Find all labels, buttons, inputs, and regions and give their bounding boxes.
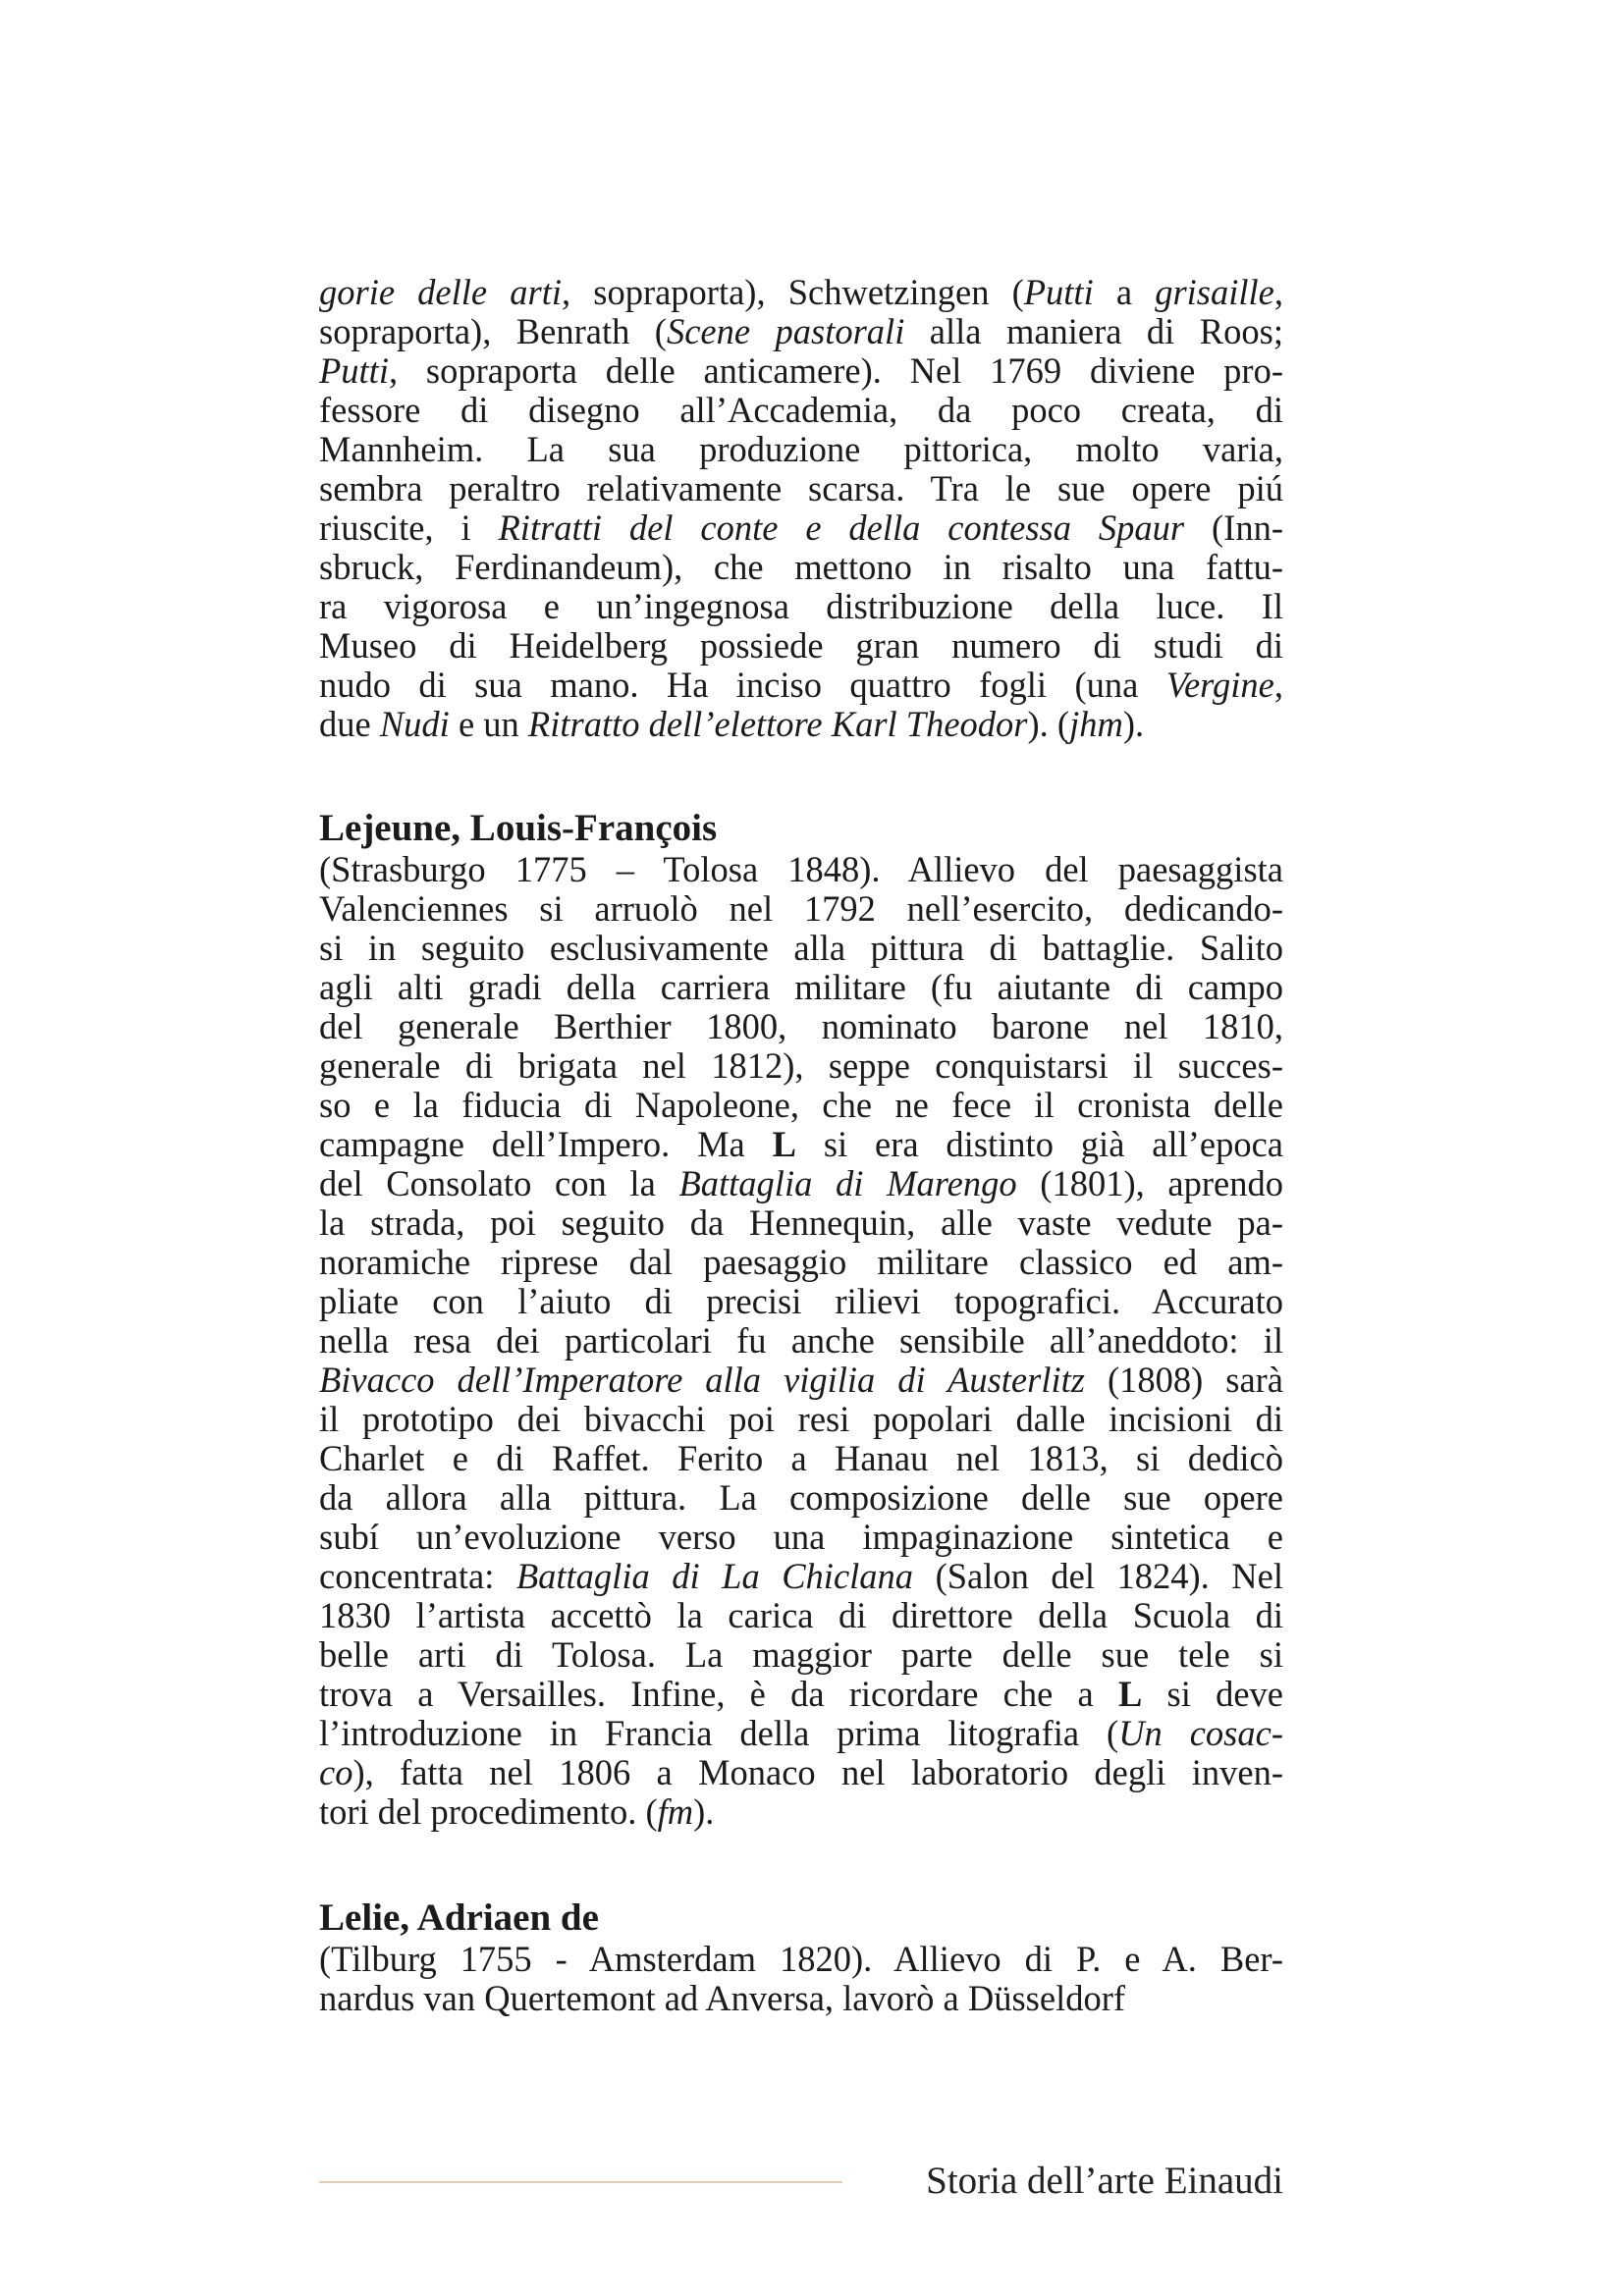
text-line: subí un’evoluzione verso una impaginazione sintetica e [319, 1517, 1283, 1557]
text-line: co), fatta nel 1806 a Monaco nel laboratorio degli inven- [319, 1752, 1283, 1792]
text-line: (Tilburg 1755 - Amsterdam 1820). Allievo di P. e A. Ber- [319, 1939, 1283, 1979]
text-line: la strada, poi seguito da Hennequin, alle vaste vedute pa- [319, 1202, 1283, 1243]
text-line: Charlet e di Raffet. Ferito a Hanau nel 1813, si dedicò [319, 1438, 1283, 1478]
text-line: ra vigorosa e un’ingegnosa distribuzione della luce. Il [319, 586, 1283, 626]
text-line: agli alti gradi della carriera militare (fu aiutante di campo [319, 967, 1283, 1007]
text-column [319, 273, 1283, 2018]
text-line: Bivacco dell’Imperatore alla vigilia di Austerlitz (1808) sarà [319, 1360, 1284, 1400]
text-line: so e la fiducia di Napoleone, che ne fece il cronista delle [319, 1085, 1283, 1125]
text-line: 1830 l’artista accettò la carica di direttore della Scuola di [319, 1595, 1283, 1635]
entry-title-lejeune: Lejeune, Louis-François [319, 807, 718, 849]
text-line: gorie delle arti, sopraporta), Schwetzingen (Putti a grisaille, [319, 272, 1283, 312]
footer-publisher-text: Storia dell’arte Einaudi [926, 2160, 1283, 2202]
entry-title-lelie: Lelie, Adriaen de [319, 1896, 599, 1939]
text-line: campagne dell’Impero. Ma L si era distinto già all’epoca [319, 1124, 1283, 1164]
page-footer [319, 2156, 1283, 2207]
text-line: Museo di Heidelberg possiede gran numero di studi di [319, 625, 1283, 666]
entry-body-lejeune [319, 850, 1283, 1832]
text-line: due Nudi e un Ritratto dell’elettore Karl Theodor). (jhm). [319, 704, 1145, 744]
text-line: fessore di disegno all’Accademia, da poco creata, di [319, 390, 1283, 430]
text-line: il prototipo dei bivacchi poi resi popolari dalle incisioni di [319, 1399, 1283, 1439]
text-line: generale di brigata nel 1812), seppe conquistarsi il succes- [319, 1045, 1283, 1086]
footer-rule [319, 2181, 842, 2183]
text-line: belle arti di Tolosa. La maggior parte delle sue tele si [319, 1634, 1283, 1675]
text-line: (Strasburgo 1775 – Tolosa 1848). Allievo del paesaggista [319, 849, 1283, 889]
text-line: concentrata: Battaglia di La Chiclana (Salon del 1824). Nel [319, 1556, 1283, 1596]
text-line: tori del procedimento. (fm). [319, 1791, 715, 1832]
text-line: sembra peraltro relativamente scarsa. Tra le sue opere piú [319, 468, 1283, 508]
text-line: da allora alla pittura. La composizione delle sue opere [319, 1477, 1283, 1518]
text-line: Mannheim. La sua produzione pittorica, molto varia, [319, 429, 1283, 469]
text-line: del generale Berthier 1800, nominato barone nel 1810, [319, 1006, 1283, 1046]
text-line: noramiche riprese dal paesaggio militare classico ed am- [319, 1242, 1283, 1282]
text-line: sopraporta), Benrath (Scene pastorali alla maniera di Roos; [319, 311, 1283, 351]
text-line: nudo di sua mano. Ha inciso quattro fogli (una Vergine, [319, 665, 1283, 705]
text-line: nardus van Quertemont ad Anversa, lavorò a Düsseldorf [319, 1978, 1126, 2018]
text-line: Valenciennes si arruolò nel 1792 nell’esercito, dedicando- [319, 888, 1283, 929]
entry-body-lelie [319, 1940, 1283, 2018]
text-line: trova a Versailles. Infine, è da ricordare che a L si deve [319, 1674, 1283, 1714]
continuation-paragraph [319, 273, 1283, 744]
text-line: riuscite, i Ritratti del conte e della contessa Spaur (Inn- [319, 507, 1283, 548]
text-line: del Consolato con la Battaglia di Marengo (1801), aprendo [319, 1163, 1283, 1203]
text-line: pliate con l’aiuto di precisi rilievi topografici. Accurato [319, 1281, 1283, 1321]
text-line: sbruck, Ferdinandeum), che mettono in risalto una fattu- [319, 547, 1283, 587]
text-line: si in seguito esclusivamente alla pittura di battaglie. Salito [319, 928, 1283, 968]
text-line: l’introduzione in Francia della prima litografia (Un cosac- [319, 1713, 1283, 1753]
text-line: nella resa dei particolari fu anche sensibile all’aneddoto: il [319, 1320, 1283, 1361]
text-line: Putti, sopraporta delle anticamere). Nel 1769 diviene pro- [319, 350, 1283, 391]
